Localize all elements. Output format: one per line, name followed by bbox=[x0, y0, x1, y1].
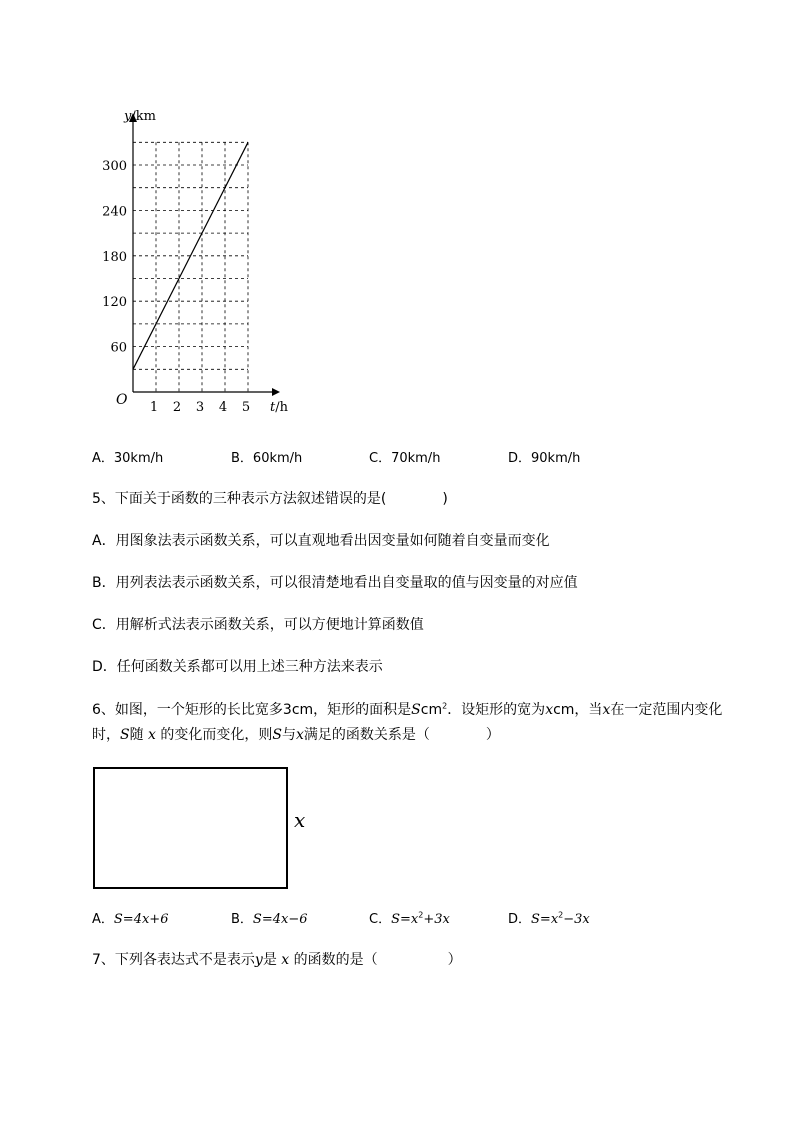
q6-stem-line2: 时，S随 x 的变化而变化，则S与x满足的函数关系是（ ） bbox=[92, 727, 500, 743]
q6-stem-line1: 6、如图，一个矩形的长比宽多3cm，矩形的面积是Scm$^2$．设矩形的宽为xcm，当x在一定范围内变化 bbox=[92, 701, 723, 718]
x-tick-label: 2 bbox=[172, 400, 182, 415]
x-tick-label: 3 bbox=[195, 400, 205, 415]
q6-rectangle-figure bbox=[93, 767, 288, 889]
q5-option-d[interactable]: D．任何函数关系都可以用上述三种方法来表示 bbox=[92, 659, 383, 675]
y-tick-labels bbox=[102, 159, 127, 356]
y-tick-label: 120 bbox=[102, 295, 127, 311]
q5-option-a[interactable]: A．用图象法表示函数关系，可以直观地看出因变量如何随着自变量而变化 bbox=[92, 533, 550, 549]
q4-option-b[interactable]: B．60km/h bbox=[231, 451, 303, 466]
x-tick-label: 5 bbox=[241, 400, 251, 415]
q5-stem: 5、下面关于函数的三种表示方法叙述错误的是( ) bbox=[92, 491, 448, 507]
y-tick-label: 60 bbox=[110, 340, 127, 356]
x-axis-arrow bbox=[272, 388, 280, 396]
q6-option-a[interactable]: A．S=4x+6 bbox=[92, 912, 169, 927]
q5-option-c[interactable]: C．用解析式法表示函数关系，可以方便地计算函数值 bbox=[92, 617, 424, 633]
q6-rectangle-width-label: x bbox=[294, 808, 306, 832]
q7-stem: 7、下列各表达式不是表示y是 x 的函数的是（ ） bbox=[92, 952, 462, 968]
q5-option-b[interactable]: B．用列表法表示函数关系，可以很清楚地看出自变量取的值与因变量的对应值 bbox=[92, 575, 578, 591]
q6-option-d[interactable]: D．$S=x^2-3x$ bbox=[508, 910, 590, 927]
x-tick-label: 1 bbox=[149, 400, 159, 415]
distance-time-graph bbox=[100, 100, 300, 420]
x-tick-label: 4 bbox=[218, 400, 228, 415]
q4-option-c[interactable]: C．70km/h bbox=[369, 451, 441, 466]
origin-label: O bbox=[116, 392, 128, 408]
q6-option-b[interactable]: B．S=4x−6 bbox=[231, 912, 308, 927]
x-tick-labels bbox=[150, 400, 250, 415]
y-tick-label: 300 bbox=[102, 159, 127, 174]
graph-grid bbox=[133, 142, 248, 392]
y-tick-label: 180 bbox=[102, 249, 127, 265]
q4-option-d[interactable]: D．90km/h bbox=[508, 451, 581, 466]
y-tick-label: 240 bbox=[102, 204, 127, 220]
q4-option-a[interactable]: A．30km/h bbox=[92, 451, 164, 466]
q6-option-c[interactable]: C．$S=x^2+3x$ bbox=[369, 910, 450, 927]
y-axis-label: y/km bbox=[124, 109, 156, 124]
x-axis-label: t/h bbox=[270, 400, 288, 415]
